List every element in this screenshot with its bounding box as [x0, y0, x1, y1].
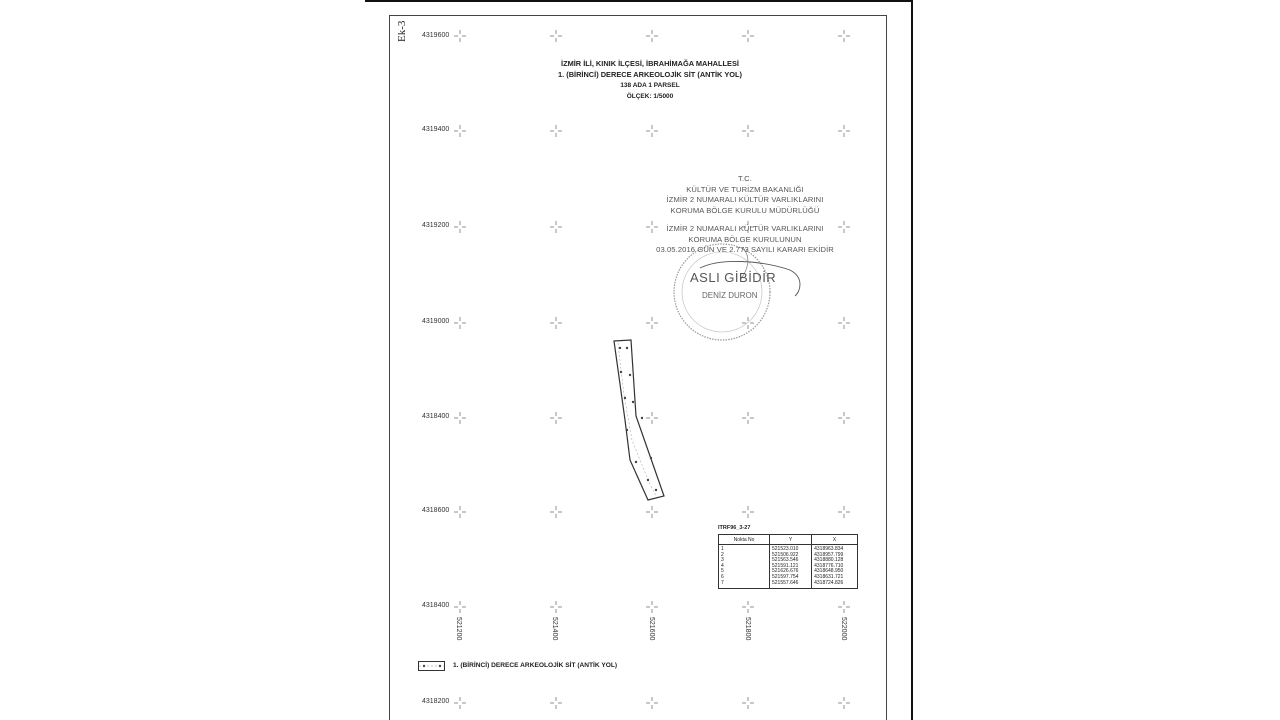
table-cell: 4318880.128 — [814, 557, 844, 564]
table-cell: 521523.010 — [772, 546, 799, 552]
side-label: Ek-3 — [396, 20, 408, 42]
table-cell: 5 — [721, 568, 724, 575]
stamp-line: T.C. — [738, 174, 752, 183]
table-cell: 4318648.950 — [814, 568, 844, 575]
table-cell: 4318963.834 — [814, 546, 844, 552]
y-grid-label: 4319400 — [422, 126, 450, 133]
stamp-line: KORUMA BÖLGE KURULUNUN — [688, 234, 802, 244]
official-stamp-text — [630, 174, 860, 256]
x-grid-label: 521800 — [744, 617, 751, 641]
y-grid-label: 4319600 — [422, 32, 450, 39]
legend-symbol — [418, 661, 445, 671]
table-header: X — [812, 535, 858, 545]
x-grid-label: 522000 — [840, 617, 847, 641]
x-grid-label: 521600 — [648, 617, 655, 641]
table-cell: 521557.646 — [772, 579, 799, 586]
table-cell: 521626.676 — [772, 568, 799, 575]
x-grid-label: 521400 — [551, 617, 558, 641]
y-grid-label: 4319200 — [422, 222, 450, 229]
table-cell: 6 — [721, 573, 724, 580]
scale-label: ÖLÇEK: 1/5000 — [626, 93, 674, 100]
signer-name: DENİZ DURON — [702, 291, 758, 300]
table-header: Y — [770, 535, 812, 545]
table-title: ITRF96_3-27 — [718, 525, 751, 531]
coordinate-table-grid — [718, 534, 858, 589]
y-grid-label: 4319000 — [422, 318, 450, 325]
stamp-line — [630, 216, 860, 224]
certified-true-copy: ASLI GİBİDİR — [690, 270, 777, 285]
table-cell: 521506.922 — [772, 551, 799, 558]
legend-label: 1. (BİRİNCİ) DERECE ARKEOLOJİK SİT (ANTİK YOL) — [453, 662, 618, 669]
table-row — [719, 545, 858, 589]
stamp-line: İZMİR 2 NUMARALI KÜLTÜR VARLIKLARINI — [666, 224, 824, 233]
x-grid-label: 521200 — [455, 617, 462, 641]
stamp-line: KORUMA BÖLGE KURULU MÜDÜRLÜĞÜ — [670, 205, 820, 215]
table-cell: 4318724.826 — [814, 579, 844, 586]
stamp-line: KÜLTÜR VE TURİZM BAKANLIĞI — [686, 184, 804, 194]
stamp-line: İZMİR 2 NUMARALI KÜLTÜR VARLIKLARINI — [666, 195, 824, 204]
title-line: 138 ADA 1 PARSEL — [620, 82, 680, 89]
stamp-line: 03.05.2016 GÜN VE 2.773 SAYILI KARARI EKİDİR — [656, 245, 834, 254]
coordinate-table — [718, 525, 858, 589]
table-cell: 2 — [721, 551, 724, 558]
table-cell: 4318776.710 — [814, 562, 844, 569]
y-grid-label: 4318400 — [422, 602, 450, 609]
y-grid-label: 4318600 — [422, 507, 450, 514]
table-cell: 521591.121 — [772, 562, 799, 569]
table-cell: 1 — [721, 546, 724, 552]
table-cell: 4318957.799 — [814, 551, 844, 558]
y-grid-label: 4318400 — [422, 413, 450, 420]
table-cell: 4 — [721, 562, 724, 569]
title-line: 1. (BİRİNCİ) DERECE ARKEOLOJİK SİT (ANTİK YOL) — [558, 70, 742, 79]
title-line: İZMİR İLİ, KINIK İLÇESİ, İBRAHİMAĞA MAHALLESİ — [561, 59, 739, 68]
map-title — [470, 58, 830, 102]
table-cell: 3 — [721, 557, 724, 564]
table-cell: 521563.546 — [772, 557, 799, 564]
table-header: Nokta No — [719, 535, 770, 545]
table-cell: 4318631.721 — [814, 573, 844, 580]
map-frame — [389, 15, 887, 720]
y-grid-label: 4318200 — [422, 698, 450, 705]
table-cell: 7 — [721, 579, 724, 586]
table-cell: 521597.754 — [772, 573, 799, 580]
